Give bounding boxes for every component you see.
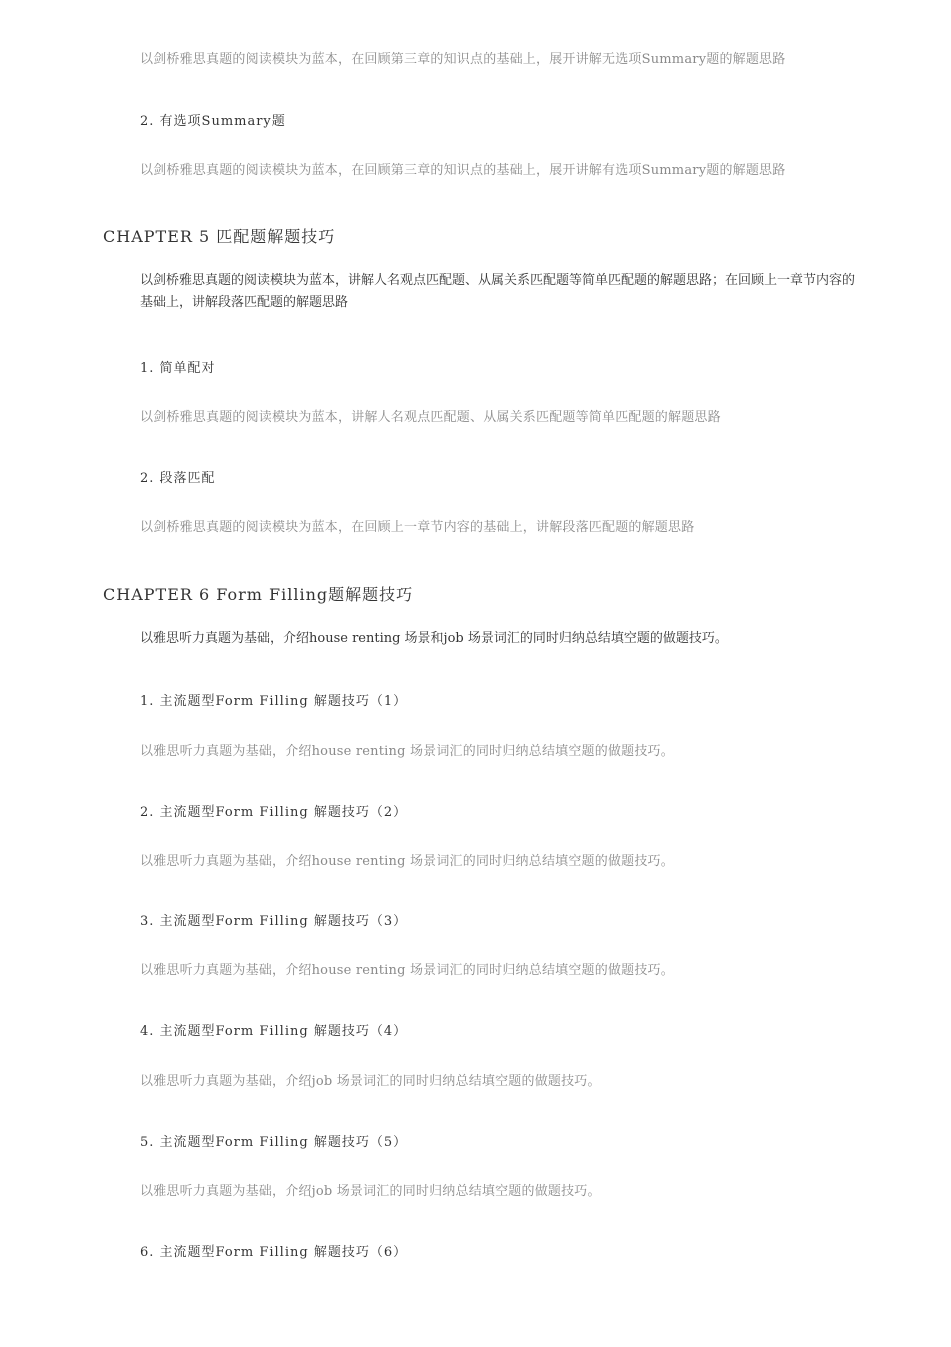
section-item-title: 1. 简单配对 [140,361,216,376]
section-item-description: 以剑桥雅思真题的阅读模块为蓝本，在回顾第三章的知识点的基础上，展开讲解有选项Summary题的解题思路 [140,163,786,178]
section-item-title: 3. 主流题型Form Filling 解题技巧（3） [140,914,408,929]
section-item-title: 1. 主流题型Form Filling 解题技巧（1） [140,694,408,709]
section-item-description: 以剑桥雅思真题的阅读模块为蓝本，在回顾第三章的知识点的基础上，展开讲解无选项Summary题的解题思路 [140,52,786,67]
chapter-title: CHAPTER 5 匹配题解题技巧 [103,227,336,246]
section-item-description: 以剑桥雅思真题的阅读模块为蓝本，讲解人名观点匹配题、从属关系匹配题等简单匹配题的解题思路 [140,410,721,425]
section-item-description: 以雅思听力真题为基础，介绍job 场景词汇的同时归纳总结填空题的做题技巧。 [140,1074,601,1089]
chapter-intro: 以剑桥雅思真题的阅读模块为蓝本，讲解人名观点匹配题、从属关系匹配题等简单匹配题的解题思路；在回顾上一章节内容的基础上，讲解段落匹配题的解题思路 [140,273,856,310]
section-item-description: 以雅思听力真题为基础，介绍house renting 场景词汇的同时归纳总结填空题的做题技巧。 [140,963,674,978]
section-item-title: 2. 段落匹配 [140,471,216,486]
section-item-title: 5. 主流题型Form Filling 解题技巧（5） [140,1135,408,1150]
section-item-description: 以雅思听力真题为基础，介绍house renting 场景词汇的同时归纳总结填空题的做题技巧。 [140,854,674,869]
section-item-title: 4. 主流题型Form Filling 解题技巧（4） [140,1024,408,1039]
chapter-title: CHAPTER 6 Form Filling题解题技巧 [103,585,414,604]
section-item-description: 以雅思听力真题为基础，介绍house renting 场景词汇的同时归纳总结填空题的做题技巧。 [140,744,674,759]
section-item-description: 以剑桥雅思真题的阅读模块为蓝本，在回顾上一章节内容的基础上，讲解段落匹配题的解题思路 [140,520,695,535]
section-item-title: 6. 主流题型Form Filling 解题技巧（6） [140,1245,408,1260]
section-item-description: 以雅思听力真题为基础，介绍job 场景词汇的同时归纳总结填空题的做题技巧。 [140,1184,601,1199]
section-item-title: 2. 有选项Summary题 [140,114,286,129]
chapter-intro: 以雅思听力真题为基础，介绍house renting 场景和job 场景词汇的同时归纳总结填空题的做题技巧。 [140,631,728,646]
section-item-title: 2. 主流题型Form Filling 解题技巧（2） [140,805,408,820]
